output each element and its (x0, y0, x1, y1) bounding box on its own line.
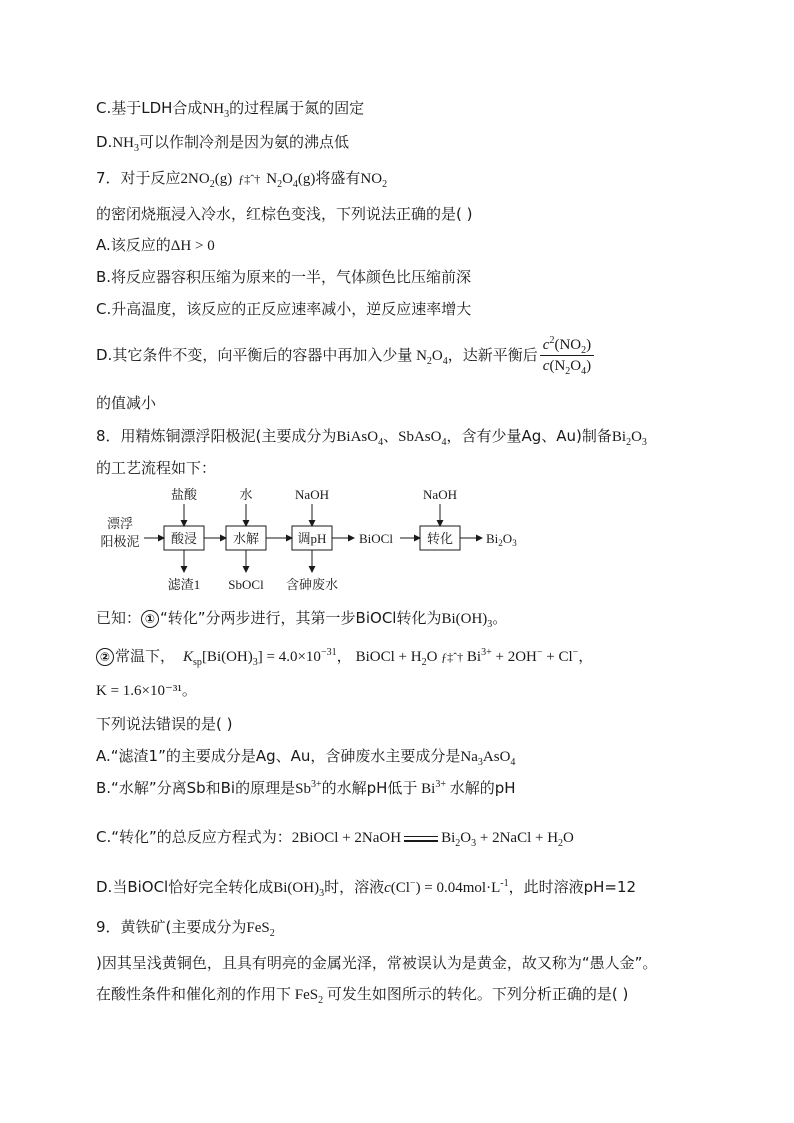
text: ， (336, 647, 352, 665)
formula-fes2: FeS$_2$ (291, 987, 324, 1006)
q7-option-b (96, 266, 471, 288)
known-condition-1 (96, 607, 507, 630)
text: 已知： (96, 609, 142, 627)
question-8-stem-cont (96, 457, 216, 479)
circled-number: ② (96, 648, 114, 666)
q7-option-d-cont (96, 392, 156, 414)
text: 可以作制冷剂是因为氨的沸点低 (139, 133, 350, 151)
formula-nh3: $NH_3$ (112, 135, 139, 154)
question-8-ask (96, 713, 232, 735)
text: A.该反应的 (96, 236, 171, 254)
text: 的过程属于氮的固定 (229, 99, 365, 117)
formula-bioh3: $Bi(OH)_3$ (273, 880, 325, 899)
flow-input-water: 水 (239, 487, 253, 502)
flow-input-hcl: 盐酸 (170, 487, 198, 502)
text: 常温下， (115, 647, 176, 665)
flow-box-label: 酸浸 (170, 531, 198, 546)
flow-output-residue: 滤渣1 (167, 577, 201, 592)
flow-input-naoh-1: NaOH (295, 487, 329, 502)
text: 的密闭烧瓶浸入冷水，红棕色变浅，下列说法正确的是( ) (96, 205, 473, 223)
text: 将盛有 (315, 169, 361, 187)
text: 可发生如图所示的转化。下列分析正确的是( ) (326, 985, 629, 1003)
text: 8．用精炼铜漂浮阳极泥(主要成分为 (96, 427, 337, 445)
formula-nh3: $NH_3$ (202, 101, 230, 120)
text: 时，溶液 (324, 878, 385, 896)
formula-biaso4: BiAsO$_4$ (336, 429, 384, 448)
concentration-ratio: $\frac{c^2(NO_2)}{c(N_2O_4)}$ (540, 336, 594, 375)
formula-reactant: $2NO_2(g)$ (180, 171, 233, 190)
text: D. (96, 133, 113, 151)
text: 、 (383, 427, 399, 445)
flow-intermediate-biocl: BiOCl (359, 531, 393, 546)
ksp-expression: $K_{sp}[Bi(OH)_3] = 4.0\times 10^{-31}$ (183, 647, 337, 668)
text: 9．黄铁矿(主要成分为 (96, 918, 247, 936)
question-9-stem-cont (96, 952, 657, 974)
formula-product: $N_2O_4(g)$ (266, 171, 316, 190)
ion-bi3: $Bi^{3+}$ (417, 779, 446, 797)
text: D.当BiOCl恰好完全转化成 (96, 878, 274, 896)
text: B.“水解”分离Sb和Bi的原理是 (96, 779, 296, 797)
chloride-concentration: $c(Cl^-) = 0.04mol\cdot L^{-1}$ (384, 878, 509, 896)
q8-option-b (96, 777, 516, 800)
text: K = 1.6×10⁻³¹。 (96, 683, 197, 699)
circled-number: ① (141, 610, 159, 628)
question-7-stem-cont (96, 203, 472, 225)
question-8-stem (96, 425, 647, 448)
text: C.“转化”的总反应方程式为： (96, 828, 292, 846)
formula-fes2: FeS$_2$ (246, 920, 275, 939)
text: ，此时溶液pH=12 (508, 878, 637, 896)
equilibrium-arrow-icon: ƒ‡ˆ† (441, 650, 464, 664)
option-d-line (96, 131, 349, 154)
q7-option-d (96, 336, 596, 375)
text: A.“滤渣1”的主要成分是Ag、Au，含砷废水主要成分是 (96, 747, 461, 765)
overall-equation: 2BiOCl + 2NaOH $Bi_2O_3$ + 2NaCl + $H_2O$ (291, 830, 574, 849)
formula-bioh3: $Bi(OH)_3$。 (441, 611, 508, 630)
q7-option-a (96, 234, 215, 257)
option-c-line (96, 97, 364, 120)
equilibrium-equation: BiOCl + $H_2O$ ƒ‡ˆ† $Bi^{3+} + 2OH^- + Cl^-$， (355, 647, 594, 668)
known-condition-2 (96, 645, 593, 668)
formula-no2: $NO_2$ (360, 171, 388, 190)
text: 下列说法错误的是( ) (96, 715, 233, 733)
formula-delta-h: ΔH > 0 (170, 238, 215, 254)
equals-sign-icon (404, 835, 438, 843)
q8-option-c (96, 826, 574, 849)
text: )因其呈浅黄铜色，且具有明亮的金属光泽，常被误认为是黄金，故又称为“愚人金”。 (96, 954, 658, 972)
question-9-stem (96, 916, 275, 939)
text: “转化”分两步进行，其第一步BiOCl转化为 (160, 609, 442, 627)
text: D.其它条件不变，向平衡后的容器中再加入少量 (96, 346, 413, 364)
text: ，含有少量Ag、Au)制备 (446, 427, 612, 445)
formula-bi2o3: $Bi_2O_3$ (611, 429, 647, 448)
flow-start-label-1: 漂浮 (106, 516, 134, 531)
flow-box-label: 水解 (232, 531, 260, 546)
text: 的水解pH低于 (321, 779, 418, 797)
flow-output-sbocl: SbOCl (228, 577, 264, 592)
flow-box-label: 转化 (426, 531, 454, 546)
process-flow-diagram (96, 484, 536, 596)
text: 水解的pH (449, 779, 516, 797)
question-9-stem-cont-2 (96, 983, 628, 1006)
formula-n2o4: $N_2O_4$ (412, 348, 448, 367)
text: B.将反应器容积压缩为原来的一半，气体颜色比压缩前深 (96, 268, 472, 286)
text: 的值减小 (96, 394, 157, 412)
text: C.基于LDH合成 (96, 99, 203, 117)
ion-sb3: $Sb^{3+}$ (295, 779, 322, 797)
text: ，达新平衡后 (447, 346, 538, 364)
equilibrium-arrow-icon: ƒ‡ˆ† (238, 172, 261, 186)
flow-start-label-2: 阳极泥 (100, 534, 140, 549)
text: 7．对于反应 (96, 169, 181, 187)
q8-option-a (96, 745, 515, 768)
flow-output-arsenic-water: 含砷废水 (285, 577, 339, 592)
text: 在酸性条件和催化剂的作用下 (96, 985, 292, 1003)
flow-box-label: 调pH (297, 531, 327, 546)
formula-na3aso4: $Na_3AsO_4$ (460, 749, 516, 768)
known-condition-2-k (96, 680, 197, 702)
flow-product-bi2o3: $Bi_2O_3$ (486, 531, 517, 548)
flow-input-naoh-2: NaOH (423, 487, 457, 502)
formula-sbaso4: SbAsO$_4$ (398, 429, 447, 448)
question-7-stem (96, 167, 387, 190)
q8-option-d (96, 876, 636, 899)
text: C.升高温度，该反应的正反应速率减小，逆反应速率增大 (96, 300, 472, 318)
text: 的工艺流程如下： (96, 459, 217, 477)
q7-option-c (96, 298, 471, 320)
